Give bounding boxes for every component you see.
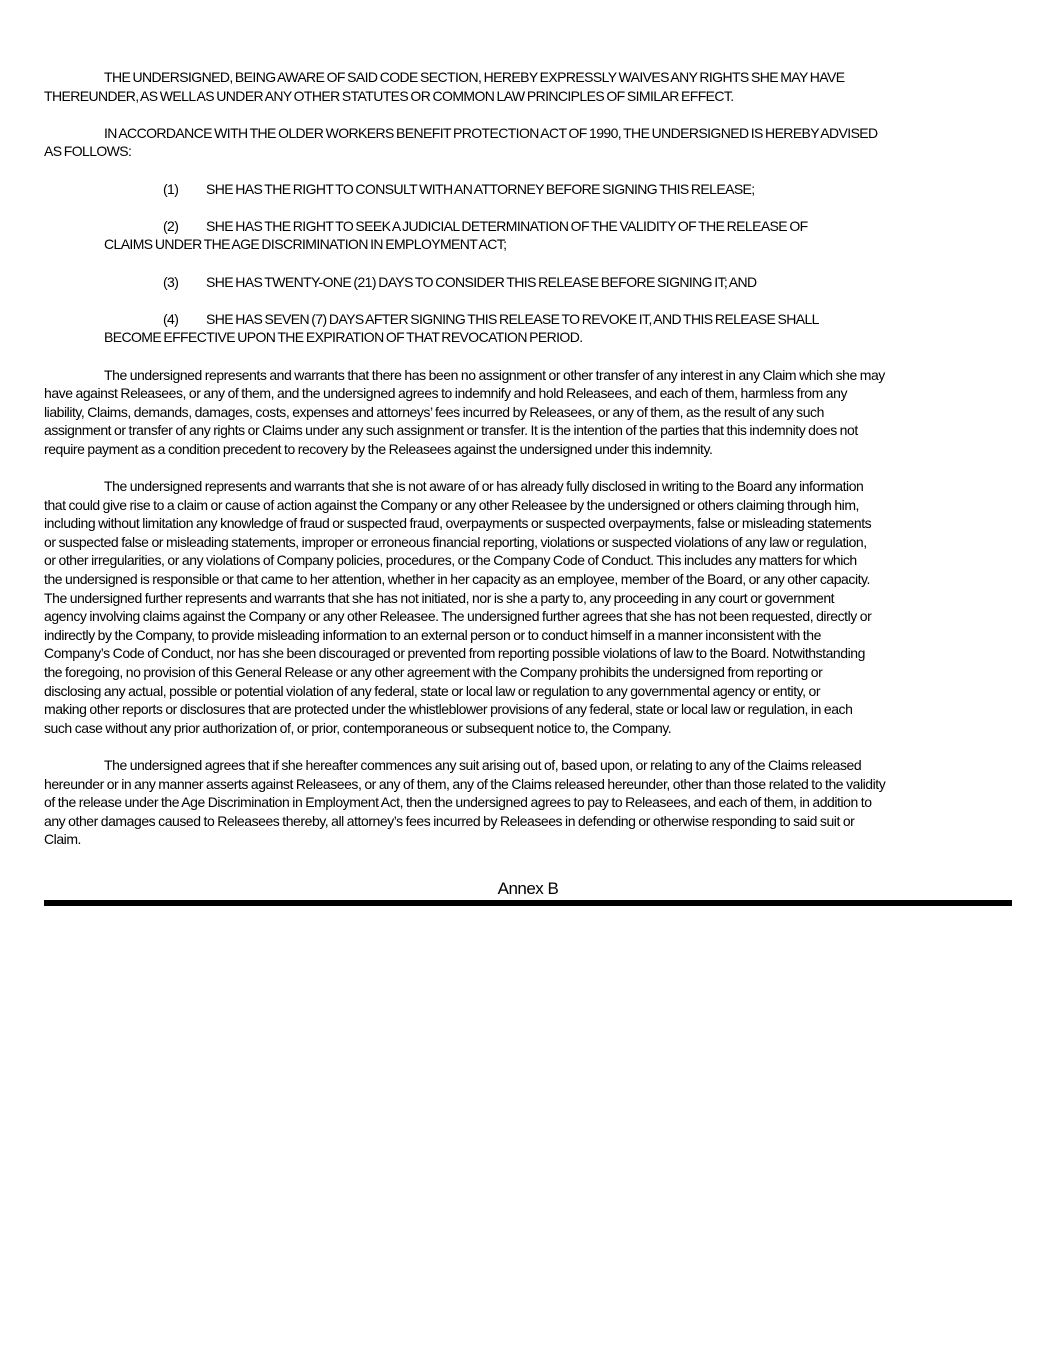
text-line: The undersigned represents and warrants that there has been no assignment or other transfer of any interest in any Claim which she may	[104, 366, 885, 383]
list-number: (4)	[163, 310, 179, 327]
text-line: that could give rise to a claim or cause of action against the Company or any other Releasee by the undersigned or others claiming through him,	[44, 496, 859, 513]
list-number: (2)	[163, 217, 179, 234]
text-line: or other irregularities, or any violations of Company policies, procedures, or the Company Code of Conduct. This includes any matters for which	[44, 552, 857, 569]
list-item-1	[44, 180, 1012, 199]
text-line: IN ACCORDANCE WITH THE OLDER WORKERS BENEFIT PROTECTION ACT OF 1990, THE UNDERSIGNED IS HEREBY ADVISED	[104, 124, 878, 141]
text-line: or suspected false or misleading statements, improper or erroneous financial reporting, violations or suspected violations of any law or regulation,	[44, 533, 867, 550]
text-line: the foregoing, no provision of this General Release or any other agreement with the Company prohibits the undersigned from reporting or	[44, 664, 823, 680]
text-line: AS FOLLOWS:	[44, 143, 132, 160]
list-item-3	[44, 273, 1012, 292]
footer-rule	[44, 900, 1012, 906]
paragraph-owbpa	[44, 124, 1012, 161]
text-line: of the release under the Age Discrimination in Employment Act, then the undersigned agrees to pay to Releasees, and each of them, in addition to	[44, 794, 872, 811]
text-line: such case without any prior authorization of, or prior, contemporaneous or subsequent notice to, the Company.	[44, 719, 672, 736]
list-number: (1)	[163, 180, 179, 197]
text-line: indirectly by the Company, to provide misleading information to an external person or to conduct himself in a manner inconsistent with the	[44, 626, 821, 643]
text-line: SHE HAS TWENTY-ONE (21) DAYS TO CONSIDER THIS RELEASE BEFORE SIGNING IT; AND	[206, 273, 757, 290]
text-line: agency involving claims against the Company or any other Releasee. The undersigned further agrees that she has not been requested, directly or	[44, 608, 872, 625]
text-line: any other damages caused to Releasees thereby, all attorney’s fees incurred by Releasees in defending or otherwise responding to said suit or	[44, 812, 855, 829]
document-page	[44, 68, 1012, 849]
text-line: liability, Claims, demands, damages, costs, expenses and attorneys’ fees incurred by Releasees, or any of them, as the result of any such	[44, 403, 824, 420]
text-line: SHE HAS THE RIGHT TO SEEK A JUDICIAL DETERMINATION OF THE VALIDITY OF THE RELEASE OF	[206, 217, 808, 234]
text-line: require payment as a condition precedent to recovery by the Releasees against the undersigned under this indemnity.	[44, 440, 713, 457]
text-line: SHE HAS THE RIGHT TO CONSULT WITH AN ATTORNEY BEFORE SIGNING THIS RELEASE;	[206, 180, 755, 197]
text-line: hereunder or in any manner asserts against Releasees, or any of them, any of the Claims released hereunder, other than those related to the validity	[44, 775, 886, 792]
paragraph-assignment	[44, 366, 1012, 459]
annex-label: Annex B	[497, 879, 559, 898]
text-line: disclosing any actual, possible or potential violation of any federal, state or local law or regulation to any governmental agency or entity, or	[44, 682, 821, 699]
list-item-4	[44, 310, 1012, 347]
text-line: The undersigned agrees that if she hereafter commences any suit arising out of, based upon, or relating to any of the Claims released	[104, 756, 862, 773]
text-line: Company’s Code of Conduct, nor has she been discouraged or prevented from reporting possible violations of law to the Board. Notwithstanding	[44, 645, 865, 662]
text-line: BECOME EFFECTIVE UPON THE EXPIRATION OF THAT REVOCATION PERIOD.	[104, 329, 583, 346]
text-line: have against Releasees, or any of them, and the undersigned agrees to indemnify and hold Releasees, and each of them, harmless from any	[44, 385, 847, 402]
text-line: The undersigned represents and warrants that she is not aware of or has already fully disclosed in writing to the Board any information	[104, 478, 864, 495]
paragraph-waiver	[44, 68, 1012, 105]
text-line: The undersigned further represents and warrants that she has not initiated, nor is she a party to, any proceeding in any court or government	[44, 589, 835, 606]
text-line: the undersigned is responsible or that came to her attention, whether in her capacity as an employee, member of the Board, or any other capacity.	[44, 571, 870, 588]
list-number: (3)	[163, 273, 179, 290]
text-line: CLAIMS UNDER THE AGE DISCRIMINATION IN EMPLOYMENT ACT;	[104, 236, 507, 253]
text-line: SHE HAS SEVEN (7) DAYS AFTER SIGNING THIS RELEASE TO REVOKE IT, AND THIS RELEASE SHALL	[206, 310, 819, 327]
text-line: assignment or transfer of any rights or Claims under any such assignment or transfer. It is the intention of the parties that this indemnity does not	[44, 422, 858, 439]
text-line: including without limitation any knowledge of fraud or suspected fraud, overpayments or suspected overpayments, false or misleading statements	[44, 515, 872, 532]
text-line: Claim.	[44, 831, 81, 848]
paragraph-disclosure	[44, 477, 1012, 737]
list-item-2	[44, 217, 1012, 254]
text-line: THEREUNDER, AS WELL AS UNDER ANY OTHER STATUTES OR COMMON LAW PRINCIPLES OF SIMILAR EFFECT.	[44, 87, 734, 104]
paragraph-fees	[44, 756, 1012, 849]
text-line: THE UNDERSIGNED, BEING AWARE OF SAID CODE SECTION, HEREBY EXPRESSLY WAIVES ANY RIGHTS SHE MAY HAVE	[104, 69, 845, 85]
text-line: making other reports or disclosures that are protected under the whistleblower provisions of any federal, state or local law or regulation, in each	[44, 701, 853, 718]
